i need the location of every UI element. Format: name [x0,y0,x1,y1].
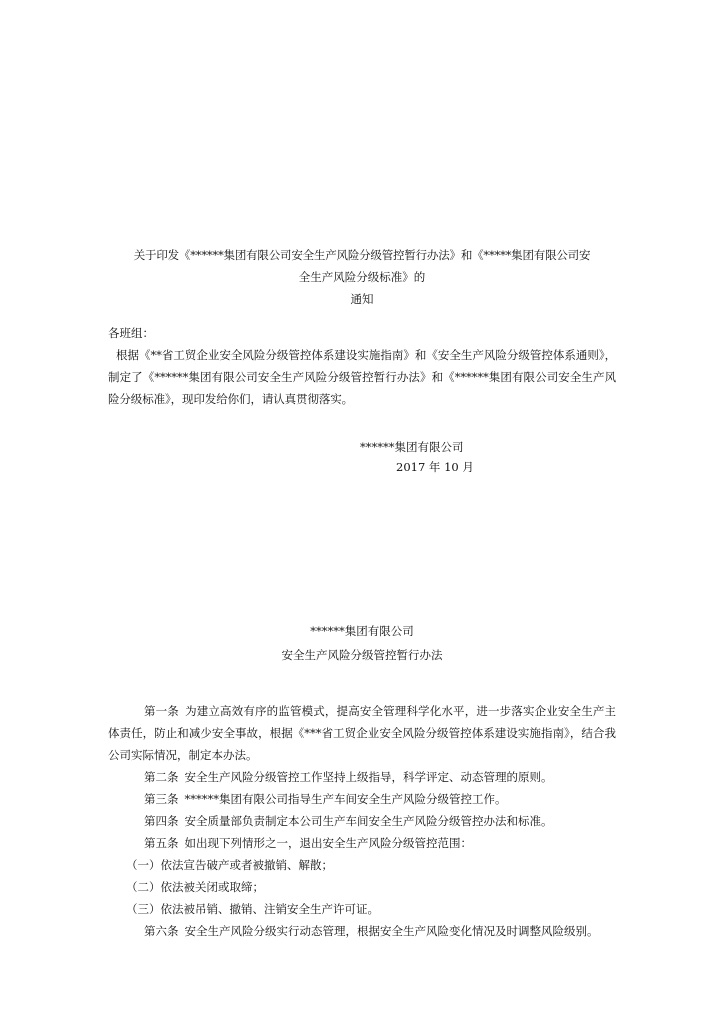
article-text: 安全质量部负责制定本公司生产车间安全生产风险分级管控办法和标准。 [184,814,553,828]
article-text: 为建立高效有序的监管模式，提高安全管理科学化水平，进一步落实企业安全生产主体责任，防止和减少安全事故，根据《***省工贸企业安全风险分级管控体系建设实施指南》，结合我公司实际情况，制定本办法。 [108,704,616,762]
list-item: （一）依法宣告破产或者被撤销、解散； [126,858,333,872]
notice-title-line-2: 全生产风险分级标准》的 [298,270,426,284]
salutation: 各班组： [108,326,154,340]
article-label: 第四条 [144,814,179,828]
article-2 [108,766,616,788]
article-label: 第一条 [144,704,179,718]
signature-date: 2017 年 10 月 [396,460,474,474]
article-label: 第三条 [144,792,179,806]
article-4 [108,810,616,832]
article-5 [108,832,616,854]
measures-title: 安全生产风险分级管控暂行办法 [281,648,443,662]
list-item: （二）依法被关闭或取缔； [126,880,264,894]
article-1 [108,700,616,766]
signature-company: ******集团有限公司 [360,440,464,454]
article-text: 安全生产风险分级实行动态管理，根据安全生产风险变化情况及时调整风险级别。 [184,924,599,938]
notice-body: 根据《**省工贸企业安全风险分级管控体系建设实施指南》和《安全生产风险分级管控体系通则》，制定了《******集团有限公司安全生产风险分级管控暂行办法》和《******集团有限公司安全生产风险分级标准》，现印发给你们，请认真贯彻落实。 [108,348,616,406]
notice-title-line-3: 通知 [350,292,374,306]
article-3 [108,788,616,810]
article-label: 第二条 [144,770,179,784]
notice-title-line-1: 关于印发《******集团有限公司安全生产风险分级管控暂行办法》和《*****集团有限公司安 [133,248,591,262]
notice-title [108,244,616,310]
article-6 [108,920,616,942]
article-label: 第六条 [144,924,179,938]
article-text: 如出现下列情形之一，退出安全生产风险分级管控范围： [184,836,472,850]
articles-section [108,700,616,942]
list-item: （三）依法被吊销、撤销、注销安全生产许可证。 [126,902,379,916]
measures-company: ******集团有限公司 [310,624,414,638]
article-text: ******集团有限公司指导生产车间安全生产风险分级管控工作。 [184,792,507,806]
article-text: 安全生产风险分级管控工作坚持上级指导，科学评定、动态管理的原则。 [184,770,553,784]
article-label: 第五条 [144,836,179,850]
